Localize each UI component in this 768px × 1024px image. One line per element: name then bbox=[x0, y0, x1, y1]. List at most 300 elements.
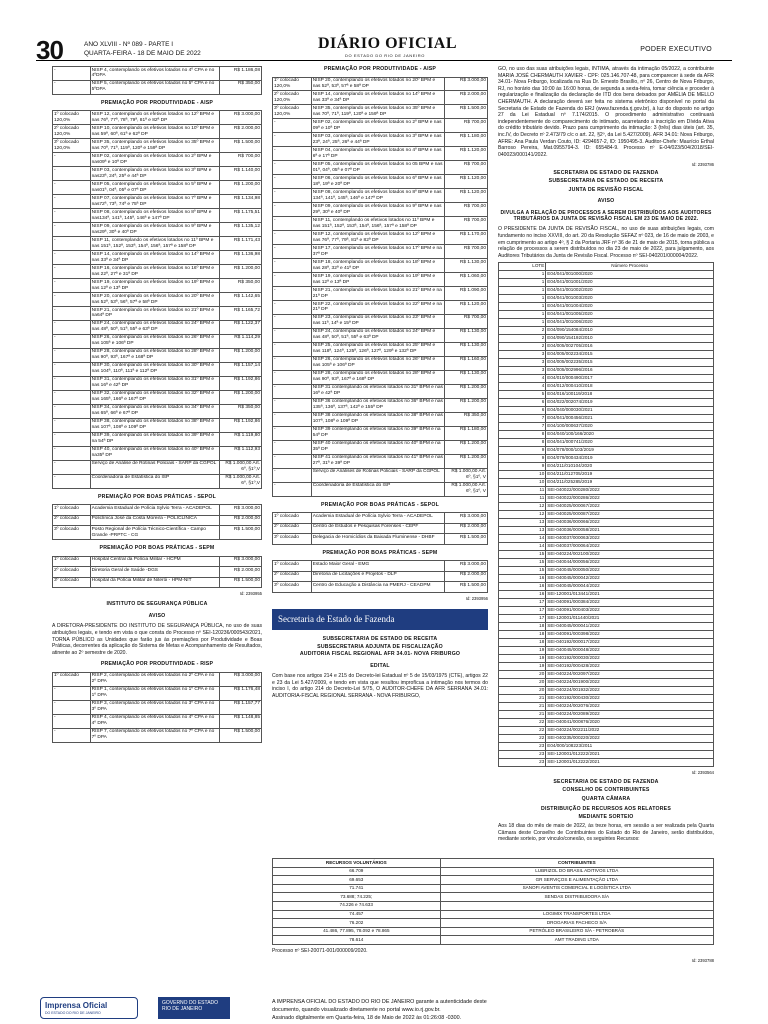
lote-cell: 13 bbox=[499, 527, 546, 535]
placement-cell: 2º colocado bbox=[53, 567, 91, 578]
authenticity-text bbox=[272, 998, 487, 1022]
placement-cell: - bbox=[273, 468, 312, 482]
placement-cell: - bbox=[53, 251, 91, 265]
lote-cell: 23 bbox=[499, 751, 546, 759]
placement-cell: - bbox=[53, 67, 91, 81]
recurso-row bbox=[273, 936, 714, 945]
processo-cell: SEI-040022/000280/2022 bbox=[546, 487, 714, 495]
lote-row bbox=[499, 423, 714, 431]
unit-cell: NISP 40 contemplando os efetivos lotados no 40º BPM e na 35ª DP bbox=[311, 440, 444, 454]
lote-cell: 16 bbox=[499, 583, 546, 591]
amount-cell: R$ 1.134,98 bbox=[220, 195, 262, 209]
amount-cell: R$ 3.000,00 bbox=[220, 556, 262, 567]
table-row bbox=[273, 513, 488, 524]
placement-cell: 3º colocado bbox=[53, 577, 91, 588]
unit-cell: NISP 31 contemplando os efetivos lotados no 31º BPM e nas 16ª e 42ª DP bbox=[312, 385, 443, 397]
lote-row bbox=[499, 319, 714, 327]
placement-cell: - bbox=[273, 273, 312, 287]
placement-cell: - bbox=[273, 189, 312, 203]
placement-cell: - bbox=[273, 217, 312, 231]
placement-cell: - bbox=[273, 133, 312, 147]
intimacao-text: GO, no uso das suas atribuições legais, INTIMA, através da intimação 05/2022, a contribuinte MARIA JOSÉ CHERMAUTH XAVIER - CPF: 025.146.707-48, para comparecer à sede da AFR 34.01- Nova Friburgo, localizada na Rua Dr. Ernesto Brasílio, nº 26, Centro de Nova Friburgo, RJ, no horário das 10:00 às 16:00 horas, de segunda a sexta-feira, tomar ciência e proceder à regularização e finalização da declaração de ITD dos bens deixados por AMÉLIA DE MELLO CHERMAUTH. A declaração deverá ser feita no sistema eletrônico disponível no portal da Secretaria de Estado de Fazenda do ERJ (www.fazenda.rj.gov.br), à luz do disposto no artigo 27 da Lei Estadual nº 7.174/2015. O procedimento administrativo continuará independentemente do comparecimento do intimado, acarretando a inscrição em Dívida Ativa do crédito tributário devido. Prazo para cumprimento da intimação: 3 (três) dias úteis (art. 35, inc.IV, do Decreto nº 2.473/79 c/c o art. 22, §2º, da Lei 5.427/2009). AFR 34.01: Nova Friburgo, AFRE: Ana Paula Verdan Couto, ID: 4294657-2, ID: 1950495-3. Auditor-Chefe: Maurício Erthal Barroso Pereira, Mat.0955794-3. ID: 655484-9. Processo nº E-04/023/504/2018/SEI-040023/000141/2022. bbox=[498, 66, 714, 158]
amount-cell: R$ 1.500,00 bbox=[220, 526, 262, 540]
processo-cell: SEI-040224/002089/2022 bbox=[546, 711, 714, 719]
table-row bbox=[53, 139, 262, 153]
aisp-table-2 bbox=[272, 77, 488, 497]
unit-cell: NISP 11, contemplando os efetivos lotados no 11º BPM e nas 151ª, 152ª, 153ª, 154ª, 156ª, 157ª e 158ª DP bbox=[311, 217, 444, 231]
processo-cell: SEI-040025/000087/2022 bbox=[546, 511, 714, 519]
lote-row bbox=[499, 655, 714, 663]
subsecretaria-title: SUBSECRETARIA DE ESTADO DE RECEITA bbox=[322, 636, 438, 643]
lote-cell: 3 bbox=[499, 367, 546, 375]
placement-cell: - bbox=[273, 161, 312, 175]
conselho-title: CONSELHO DE CONTRIBUINTES bbox=[562, 787, 650, 794]
contribuintes-header: CONTRIBUINTES bbox=[440, 859, 713, 868]
placement-cell: - bbox=[53, 237, 91, 251]
processo-cell: E04/005/002705/2016 bbox=[546, 343, 714, 351]
lote-row bbox=[499, 711, 714, 719]
processo-cell: E04/079/000434/2019 bbox=[546, 455, 714, 463]
amount-cell: R$ 1.157,77 bbox=[220, 700, 262, 714]
placement-cell: - bbox=[53, 307, 91, 321]
processo-cell: E04/211/025285/2019 bbox=[546, 479, 714, 487]
amount-cell: R$ 1.192,86 bbox=[220, 418, 262, 432]
amount-cell: R$ 1.176,48 bbox=[220, 686, 262, 700]
unit-cell: Academia Estadual de Polícia Sylvio Terra - ACADEPOL bbox=[311, 513, 444, 524]
amount-cell: R$ 3.000,00 bbox=[445, 77, 488, 91]
unit-cell: NISP 14, contemplando os efetivos lotados no 14º BPM e nas 33ª e 34ª DP bbox=[90, 251, 220, 265]
amount-cell: R$ 2.000,00 bbox=[220, 515, 262, 526]
amount-cell: R$ 1.130,00 bbox=[445, 342, 488, 356]
lote-table bbox=[498, 262, 714, 767]
placement-cell: - bbox=[273, 482, 312, 496]
processo-cell: SEI-040224/002076/2022 bbox=[546, 703, 714, 711]
table-row bbox=[53, 293, 262, 307]
signature-line: Assinado digitalmente em Quarta-feira, 18 de Maio de 2022 às 01:26:08 -0300. bbox=[272, 1015, 462, 1021]
lote-cell: 6 bbox=[499, 407, 546, 415]
edition-meta bbox=[84, 40, 201, 58]
amount-cell: R$ 3.000,00 bbox=[220, 505, 262, 516]
unit-cell: NISP 39, contemplando os efetivos lotados no 39º BPM e na 54ª DP bbox=[90, 432, 220, 446]
lote-row bbox=[499, 591, 714, 599]
recurso-cell: 76.202 bbox=[273, 919, 441, 928]
sepol-table-2 bbox=[272, 512, 488, 545]
placement-cell: - bbox=[53, 320, 91, 334]
unit-cell: Diretoria de Licitações e Projetos - DLP bbox=[311, 571, 444, 582]
lote-row bbox=[499, 719, 714, 727]
lote-cell: 9 bbox=[499, 463, 546, 471]
recurso-row bbox=[273, 927, 714, 936]
table-row bbox=[273, 571, 488, 582]
table-row bbox=[53, 362, 262, 376]
amount-cell: R$ 1.130,00 bbox=[445, 259, 488, 273]
section-heading: PREMIAÇÃO POR PRODUTIVIDADE - AISP bbox=[323, 66, 437, 72]
section-heading: PREMIAÇÃO POR PRODUTIVIDADE - RISP bbox=[100, 661, 214, 668]
lote-cell: 14 bbox=[499, 535, 546, 543]
placement-cell: - bbox=[53, 362, 91, 376]
lote-cell: 21 bbox=[499, 703, 546, 711]
unit-cell: NISP 28, contemplando os efetivos lotados no 28º BPM e nas 90ª, 93ª, 167ª e 168ª DP bbox=[90, 348, 220, 362]
unit-cell: NISP 05, contemplando os efetivos lotados no 05 BPM e nas 01ª, 04ª, 05ª e 07ª DP bbox=[311, 161, 444, 175]
lote-cell: 2 bbox=[499, 343, 546, 351]
amount-cell: R$ 350,00 bbox=[445, 412, 488, 426]
lote-cell: 23 bbox=[499, 759, 546, 767]
amount-cell: R$ 1.130,00 bbox=[445, 370, 488, 384]
lote-cell: 11 bbox=[499, 487, 546, 495]
lote-cell: 4 bbox=[499, 383, 546, 391]
amount-cell: R$ 1.200,00 bbox=[220, 390, 262, 404]
unit-cell: NISP 5, contemplando os efetivos lotados no 5º CPA e no 5ºDPA bbox=[90, 80, 220, 94]
amount-cell: R$ 1.140,00 bbox=[220, 167, 262, 181]
processo-cell: SEI-040224/002100/2022 bbox=[546, 551, 714, 559]
lote-cell: 13 bbox=[499, 519, 546, 527]
lote-cell: 15 bbox=[499, 551, 546, 559]
lote-cell: 16 bbox=[499, 591, 546, 599]
contribuinte-cell: SANOFI AVENTIS COMERCIAL E LOGÍSTICA LTDA bbox=[440, 884, 713, 893]
unit-cell: Estado Maior Geral - EMG bbox=[311, 561, 444, 572]
aviso-heading: AVISO bbox=[597, 198, 615, 205]
lote-header: LOTE bbox=[499, 263, 546, 271]
distribuicao-text: Aos 18 dias do mês de maio de 2022, às treze horas, em sessão a ser realizada pela Quarta Câmara deste Conselho de Contribuintes do Estado do Rio de Janeiro, serão distribuídos, mediante sorteio, por vinculo/conexão, os seguintes Recursos: bbox=[498, 823, 714, 843]
processo-cell: E04/041/001004/2020 bbox=[546, 303, 714, 311]
placement-cell: 1º colocado bbox=[53, 505, 91, 516]
table-row bbox=[273, 398, 488, 412]
placement-cell: - bbox=[53, 223, 91, 237]
lote-cell: 7 bbox=[499, 423, 546, 431]
table-row bbox=[273, 561, 488, 572]
placement-cell: 3º colocado bbox=[53, 526, 91, 540]
unit-cell: Centro de Educação a Distância na PMERJ - CEADPM bbox=[311, 582, 444, 593]
lote-cell: 18 bbox=[499, 631, 546, 639]
section-heading: PREMIAÇÃO POR BOAS PRÁTICAS - SEPM bbox=[322, 549, 438, 556]
authenticity-line: A IMPRENSA OFICIAL DO ESTADO DO RIO DE JANEIRO garante a autenticidade deste bbox=[272, 999, 487, 1005]
unit-cell: NISP 4, contemplando os efetivos lotados no 4º CPA e no 4ºDPA bbox=[90, 67, 220, 81]
lote-row bbox=[499, 479, 714, 487]
lote-row bbox=[499, 335, 714, 343]
presidente-text: O PRESIDENTE DA JUNTA DE REVISÃO FISCAL, no uso de suas atribuições legais, com fundamento no inciso XXVIII, do art. 20 da Resolução SEFAZ nº 023, de 16 de maio de 2003, e em cumprimento ao artigo 4º, § 2 da Portaria JRF nº 36 de 21 de maio de 2015, torna pública a relação de processos a serem distribuídos no dia 23 de maio de 2022, para julgamento, aos Auditores Tributários da Junta de Revisão Fiscal. Processo nº SEI-040201/000004/2022. bbox=[498, 226, 714, 259]
placement-cell: - bbox=[53, 265, 91, 279]
table-row bbox=[273, 426, 488, 440]
lote-row bbox=[499, 439, 714, 447]
lote-row bbox=[499, 631, 714, 639]
amount-cell: R$ 1.000,00 Art. 6º, §1º,V bbox=[220, 460, 262, 474]
table-row bbox=[273, 412, 488, 426]
placement-cell: - bbox=[273, 175, 312, 189]
unit-cell: Centro de Estudos e Pesquisas Forenses - CEPF bbox=[311, 523, 444, 534]
placement-cell: - bbox=[53, 714, 91, 728]
lote-cell: 1 bbox=[499, 319, 546, 327]
lote-cell: 9 bbox=[499, 447, 546, 455]
imprensa-oficial-logo bbox=[40, 997, 138, 1019]
lote-cell: 10 bbox=[499, 479, 546, 487]
processo-cell: SEI-040022/000286/2022 bbox=[546, 495, 714, 503]
processo-cell: E04/010/000490/2017 bbox=[546, 375, 714, 383]
placement-cell: - bbox=[53, 279, 91, 293]
amount-cell: R$ 2.000,00 bbox=[220, 567, 262, 578]
amount-cell: R$ 1.120,00 bbox=[445, 189, 488, 203]
recurso-cell: 73.688; 74.225; bbox=[273, 893, 441, 902]
placement-cell: - bbox=[53, 474, 91, 488]
lote-row bbox=[499, 327, 714, 335]
placement-cell: - bbox=[273, 203, 312, 217]
contribuinte-cell: GR SERVIÇOS E ALIMENTAÇÃO LTDA bbox=[440, 876, 713, 885]
lote-cell: 17 bbox=[499, 599, 546, 607]
unit-cell: NISP 26, contemplando os efetivos lotados no 26º BPM e nas 105ª e 106ª DP bbox=[90, 334, 220, 348]
unit-cell: Posto Regional de Polícia Técnico-Científica - Campo Grande -PRPTC - CG bbox=[90, 526, 220, 540]
processo-cell: E04/090/154084/2010 bbox=[546, 327, 714, 335]
unit-cell: NISP 40, contemplando os efetivos lotados no 40º BPM e na35ª DP bbox=[90, 446, 220, 460]
amount-cell: R$ 1.120,00 bbox=[445, 147, 488, 161]
unit-cell: NISP 16, contemplando os efetivos lotados no 16º BPM e nas 22ª, 27ª e 31ª DP bbox=[90, 265, 220, 279]
lote-cell: 16 bbox=[499, 575, 546, 583]
isp-notice-text: A DIRETORA-PRESIDENTE DO INSTITUTO DE SEGURANÇA PÚBLICA, no uso de suas atribuições legais, e tendo em vista o que consta do Processo nº SEI-120236/000543/2021, TORNA PÚBLICO as Unidades que farão jus às premiações por Produtividade e Boas Práticas, decorrentes da aplicação do Sistema de Metas e Acompanhamento de Resultados, atinente ao 2º semestre de 2020. bbox=[52, 623, 262, 656]
recurso-cell: 78.614 bbox=[273, 936, 441, 945]
table-row bbox=[53, 153, 262, 167]
lote-row bbox=[499, 311, 714, 319]
lote-cell: 1 bbox=[499, 271, 546, 279]
lote-row bbox=[499, 647, 714, 655]
amount-cell: R$ 3.000,00 bbox=[445, 561, 488, 572]
unit-cell: NISP 20, contemplando os efetivos lotados no 20º BPM e nas 52ª, 53ª, 56ª, 57ª e 58ª DP bbox=[90, 293, 220, 307]
recursos-table-wrap bbox=[272, 858, 714, 966]
lote-row bbox=[499, 735, 714, 743]
placement-cell: 3º colocado 120,0% bbox=[53, 139, 91, 153]
placement-cell: - bbox=[53, 376, 91, 390]
processo-cell: E04/040/100/166/2020 bbox=[546, 431, 714, 439]
unit-cell: NISP 35, contemplando os efetivos lotados no 35º BPM e nas 70ª, 71ª, 119ª, 120ª e 159ª DP bbox=[90, 139, 220, 153]
lote-row bbox=[499, 391, 714, 399]
amount-cell: R$ 1.500,00 bbox=[445, 534, 488, 545]
amount-cell: R$ 1.170,00 bbox=[445, 231, 488, 245]
lote-cell: 8 bbox=[499, 431, 546, 439]
unit-cell: NISP 25, contemplando os efetivos lotados no 25º BPM e nas 118ª, 124ª, 125ª, 126ª, 127ª, 129ª e 132ª DP bbox=[311, 342, 444, 356]
amount-cell: R$ 1.500,00 bbox=[445, 582, 488, 593]
amount-cell: R$ 1.200,00 bbox=[445, 384, 488, 398]
lote-row bbox=[499, 415, 714, 423]
lote-cell: 12 bbox=[499, 511, 546, 519]
lote-cell: 22 bbox=[499, 727, 546, 735]
placement-cell: - bbox=[53, 80, 91, 94]
lote-cell: 1 bbox=[499, 311, 546, 319]
date-line: QUARTA-FEIRA - 18 DE MAIO DE 2022 bbox=[84, 50, 201, 57]
unit-cell: Hospital da Polícia Militar de Niterói - HPM-NIT bbox=[90, 577, 220, 588]
amount-cell: R$ 2.000,00 bbox=[445, 523, 488, 534]
amount-cell: R$ 1.192,86 bbox=[220, 376, 262, 390]
lote-cell: 8 bbox=[499, 439, 546, 447]
table-row bbox=[53, 251, 262, 265]
amount-cell: R$ 1.500,00 bbox=[445, 105, 488, 119]
table-row bbox=[53, 376, 262, 390]
sorteio-heading: MEDIANTE SORTEIO bbox=[578, 813, 634, 820]
unit-cell: NISP 10, contemplando os efetivos lotados no 10º BPM e nas 59ª, 60ª, 61ª e 62ª DP bbox=[90, 125, 220, 139]
processo-cell: SEI-040025/000067/2022 bbox=[546, 503, 714, 511]
column-right bbox=[498, 66, 714, 846]
lote-cell: 18 bbox=[499, 639, 546, 647]
placement-cell: 3º colocado bbox=[273, 582, 312, 593]
placement-cell: - bbox=[53, 432, 91, 446]
lote-row bbox=[499, 663, 714, 671]
amount-cell: R$ 1.120,00 bbox=[445, 175, 488, 189]
lote-row bbox=[499, 431, 714, 439]
table-row bbox=[53, 577, 262, 588]
unit-cell: NISP 30, contemplando os efetivos lotados no 30º BPM e nas 104ª, 110ª, 111ª e 112ª DP bbox=[90, 362, 220, 376]
unit-cell: RISP 4, contemplando os efetivos lotados no 4º CPA e no 4º DPA bbox=[90, 714, 220, 728]
amount-cell: R$ 1.500,00 bbox=[220, 139, 262, 153]
table-row bbox=[53, 460, 262, 474]
table-row bbox=[53, 404, 262, 418]
placement-cell: - bbox=[53, 418, 91, 432]
amount-cell: R$ 350,00 bbox=[220, 80, 262, 94]
table-row bbox=[273, 175, 488, 189]
doc-id: Id: 2393955 bbox=[239, 591, 262, 597]
section-label: PODER EXECUTIVO bbox=[640, 46, 712, 53]
processo-header: Número Processo bbox=[546, 263, 714, 271]
unit-cell: NISP 35, contemplando os efetivos lotados no 35º BPM e nas 70ª, 71ª, 119ª, 120ª e 159ª DP bbox=[311, 105, 444, 119]
subsecretaria-adjunta-title: SUBSECRETARIA ADJUNTA DE FISCALIZAÇÃO bbox=[317, 643, 443, 650]
amount-cell: R$ 1.175,51 bbox=[220, 209, 262, 223]
unit-cell: NISP 05, contemplando os efetivos lotados no 5º BPM e nas01ª, 04ª, 05ª e 07ª DP bbox=[90, 181, 220, 195]
lote-row bbox=[499, 295, 714, 303]
unit-cell: Academia Estadual de Polícia Sylvio Terra - ACADEPOL bbox=[90, 505, 220, 516]
amount-cell: R$ 700,00 bbox=[445, 217, 488, 231]
placement-cell: - bbox=[53, 700, 91, 714]
placement-cell: 2º colocado 120,0% bbox=[53, 125, 91, 139]
processo-cell: E04/041/001001/2020 bbox=[546, 279, 714, 287]
distribuicao-heading: DISTRIBUIÇÃO DE RECURSOS AOS RELATORES bbox=[541, 806, 671, 813]
lote-row bbox=[499, 383, 714, 391]
recursos-table bbox=[272, 858, 714, 945]
unit-cell: RISP 3, contemplando os efetivos lotados no 3º CPA e no 3º DPA bbox=[90, 700, 220, 714]
placement-cell: - bbox=[273, 440, 312, 454]
processo-cell: E04/041/001002/2020 bbox=[546, 287, 714, 295]
amount-cell: R$ 1.200,00 bbox=[220, 181, 262, 195]
placement-cell: 3º colocado bbox=[273, 534, 312, 545]
processo-cell: E04/005/002234/2015 bbox=[546, 351, 714, 359]
lote-row bbox=[499, 687, 714, 695]
unit-cell: NISP 12, contemplando os efetivos lotados no 12º BPM e nas 76ª, 77ª, 78ª, 79ª, 81ª e 82ª DP bbox=[90, 111, 220, 125]
amount-cell: R$ 1.000,00 Art. 6º, §1º, V bbox=[445, 468, 488, 482]
processo-cell: SEI-040224/001900/2022 bbox=[546, 679, 714, 687]
table-row bbox=[273, 147, 488, 161]
processo-cell: E04/016/100119/2018 bbox=[546, 391, 714, 399]
placement-cell: - bbox=[273, 301, 312, 315]
table-row bbox=[273, 314, 488, 328]
placement-cell: - bbox=[273, 384, 312, 398]
placement-cell: - bbox=[53, 153, 91, 167]
unit-cell: Coordenadoria de Estatística do ISP bbox=[90, 474, 220, 488]
table-row bbox=[273, 384, 488, 398]
lote-row bbox=[499, 487, 714, 495]
lote-row bbox=[499, 679, 714, 687]
table-row bbox=[273, 273, 488, 287]
processo-cell: SEI-040036/000066/2022 bbox=[546, 519, 714, 527]
placement-cell: - bbox=[273, 147, 312, 161]
processo-cell: SEI-040192/000430/2022 bbox=[546, 695, 714, 703]
doc-id: Id: 2393956 bbox=[465, 595, 488, 601]
amount-cell: R$ 1.200,00 bbox=[220, 348, 262, 362]
table-row bbox=[273, 482, 488, 496]
amount-cell: R$ 700,00 bbox=[445, 161, 488, 175]
subsecretaria-title: SUBSECRETARIA DE ESTADO DE RECEITA bbox=[548, 178, 664, 185]
recurso-cell: 74.226 e 74.633 bbox=[273, 901, 441, 910]
table-row bbox=[53, 515, 262, 526]
lote-cell: 19 bbox=[499, 663, 546, 671]
lote-cell: 1 bbox=[499, 303, 546, 311]
placement-cell: 2º colocado 120,0% bbox=[273, 91, 312, 105]
masthead-subtitle: DO ESTADO DO RIO DE JANEIRO bbox=[345, 53, 425, 58]
table-row bbox=[53, 714, 262, 728]
unit-cell: NISP 08, contemplando os efetivos lotados no 8º BPM e nas134ª, 141ª, 145ª, 146ª e 147ª DP bbox=[90, 209, 220, 223]
recurso-row bbox=[273, 919, 714, 928]
unit-cell: Coordenadoria de Estatística do ISP bbox=[311, 482, 444, 496]
recurso-row bbox=[273, 893, 714, 902]
placement-cell: - bbox=[273, 412, 312, 426]
lote-cell: 1 bbox=[499, 279, 546, 287]
lote-row bbox=[499, 671, 714, 679]
amount-cell: R$ 1.114,29 bbox=[220, 334, 262, 348]
divulga-heading: DIVULGA A RELAÇÃO DE PROCESSOS A SEREM DISTRIBUÍDOS AOS AUDITORES TRIBUTÁRIOS DA JUNTA DE REVISÃO FISCAL EM 23 DE MAIO DE 2022. bbox=[500, 209, 712, 223]
unit-cell: NISP 04, contemplando os efetivos lotados no 4º BPM e nas 6ª e 17ª DP bbox=[311, 147, 444, 161]
placement-cell: - bbox=[273, 398, 312, 412]
contribuinte-cell: PETRÓLEO BRASILEIRO S/A - PETROBRÁS bbox=[440, 927, 713, 936]
processo-cell: SEI-040091/000384/2022 bbox=[546, 599, 714, 607]
doc-id: Id: 2393786 bbox=[691, 161, 714, 167]
lote-cell: 11 bbox=[499, 495, 546, 503]
placement-cell: - bbox=[53, 334, 91, 348]
processo-cell: E04/100/000637/2020 bbox=[546, 423, 714, 431]
amount-cell: R$ 3.000,00 bbox=[220, 672, 262, 686]
recurso-cell: 74.457 bbox=[273, 910, 441, 919]
table-row bbox=[273, 454, 488, 468]
processo-cell: E04/041/001005/2020 bbox=[546, 311, 714, 319]
masthead-title: DIÁRIO OFICIAL bbox=[318, 35, 458, 52]
amount-cell: R$ 1.000,00 Art. 6º, §1º,V bbox=[220, 474, 262, 488]
lote-row bbox=[499, 471, 714, 479]
governo-logo: GOVERNO DO ESTADO RIO DE JANEIRO bbox=[158, 997, 230, 1019]
aviso-heading: AVISO bbox=[148, 612, 166, 619]
amount-cell: R$ 2.000,00 bbox=[445, 571, 488, 582]
org-title: INSTITUTO DE SEGURANÇA PÚBLICA bbox=[106, 601, 208, 608]
lote-row bbox=[499, 607, 714, 615]
table-row bbox=[53, 728, 262, 742]
table-row bbox=[273, 370, 488, 384]
table-row bbox=[273, 91, 488, 105]
processo-cell: E04/041/001006/2020 bbox=[546, 319, 714, 327]
portal-line: documento, quando visualizado diretamente no portal www.io.rj.gov.br. bbox=[272, 1007, 441, 1013]
table-row bbox=[53, 334, 262, 348]
amount-cell: R$ 1.136,98 bbox=[220, 251, 262, 265]
placement-cell: - bbox=[53, 686, 91, 700]
lote-row bbox=[499, 407, 714, 415]
lote-cell: 2 bbox=[499, 335, 546, 343]
lote-cell: 14 bbox=[499, 543, 546, 551]
lote-cell: 3 bbox=[499, 359, 546, 367]
unit-cell: NISP 28, contemplando os efetivos lotados no 28º BPM e nas 90ª, 93ª, 167ª e 168ª DP bbox=[311, 370, 444, 384]
table-row bbox=[53, 432, 262, 446]
placement-cell: 1º colocado bbox=[273, 561, 312, 572]
lote-row bbox=[499, 567, 714, 575]
table-row bbox=[273, 356, 488, 370]
lote-row bbox=[499, 759, 714, 767]
section-heading: PREMIAÇÃO POR PRODUTIVIDADE - AISP bbox=[100, 99, 214, 106]
amount-cell: R$ 1.135,12 bbox=[220, 223, 262, 237]
lote-row bbox=[499, 727, 714, 735]
processo-cell: E04/005/002235/2015 bbox=[546, 359, 714, 367]
table-row bbox=[53, 672, 262, 686]
processo-cell: SEI-040192/000017/2022 bbox=[546, 639, 714, 647]
column-left bbox=[52, 66, 262, 743]
placement-cell: - bbox=[273, 231, 312, 245]
